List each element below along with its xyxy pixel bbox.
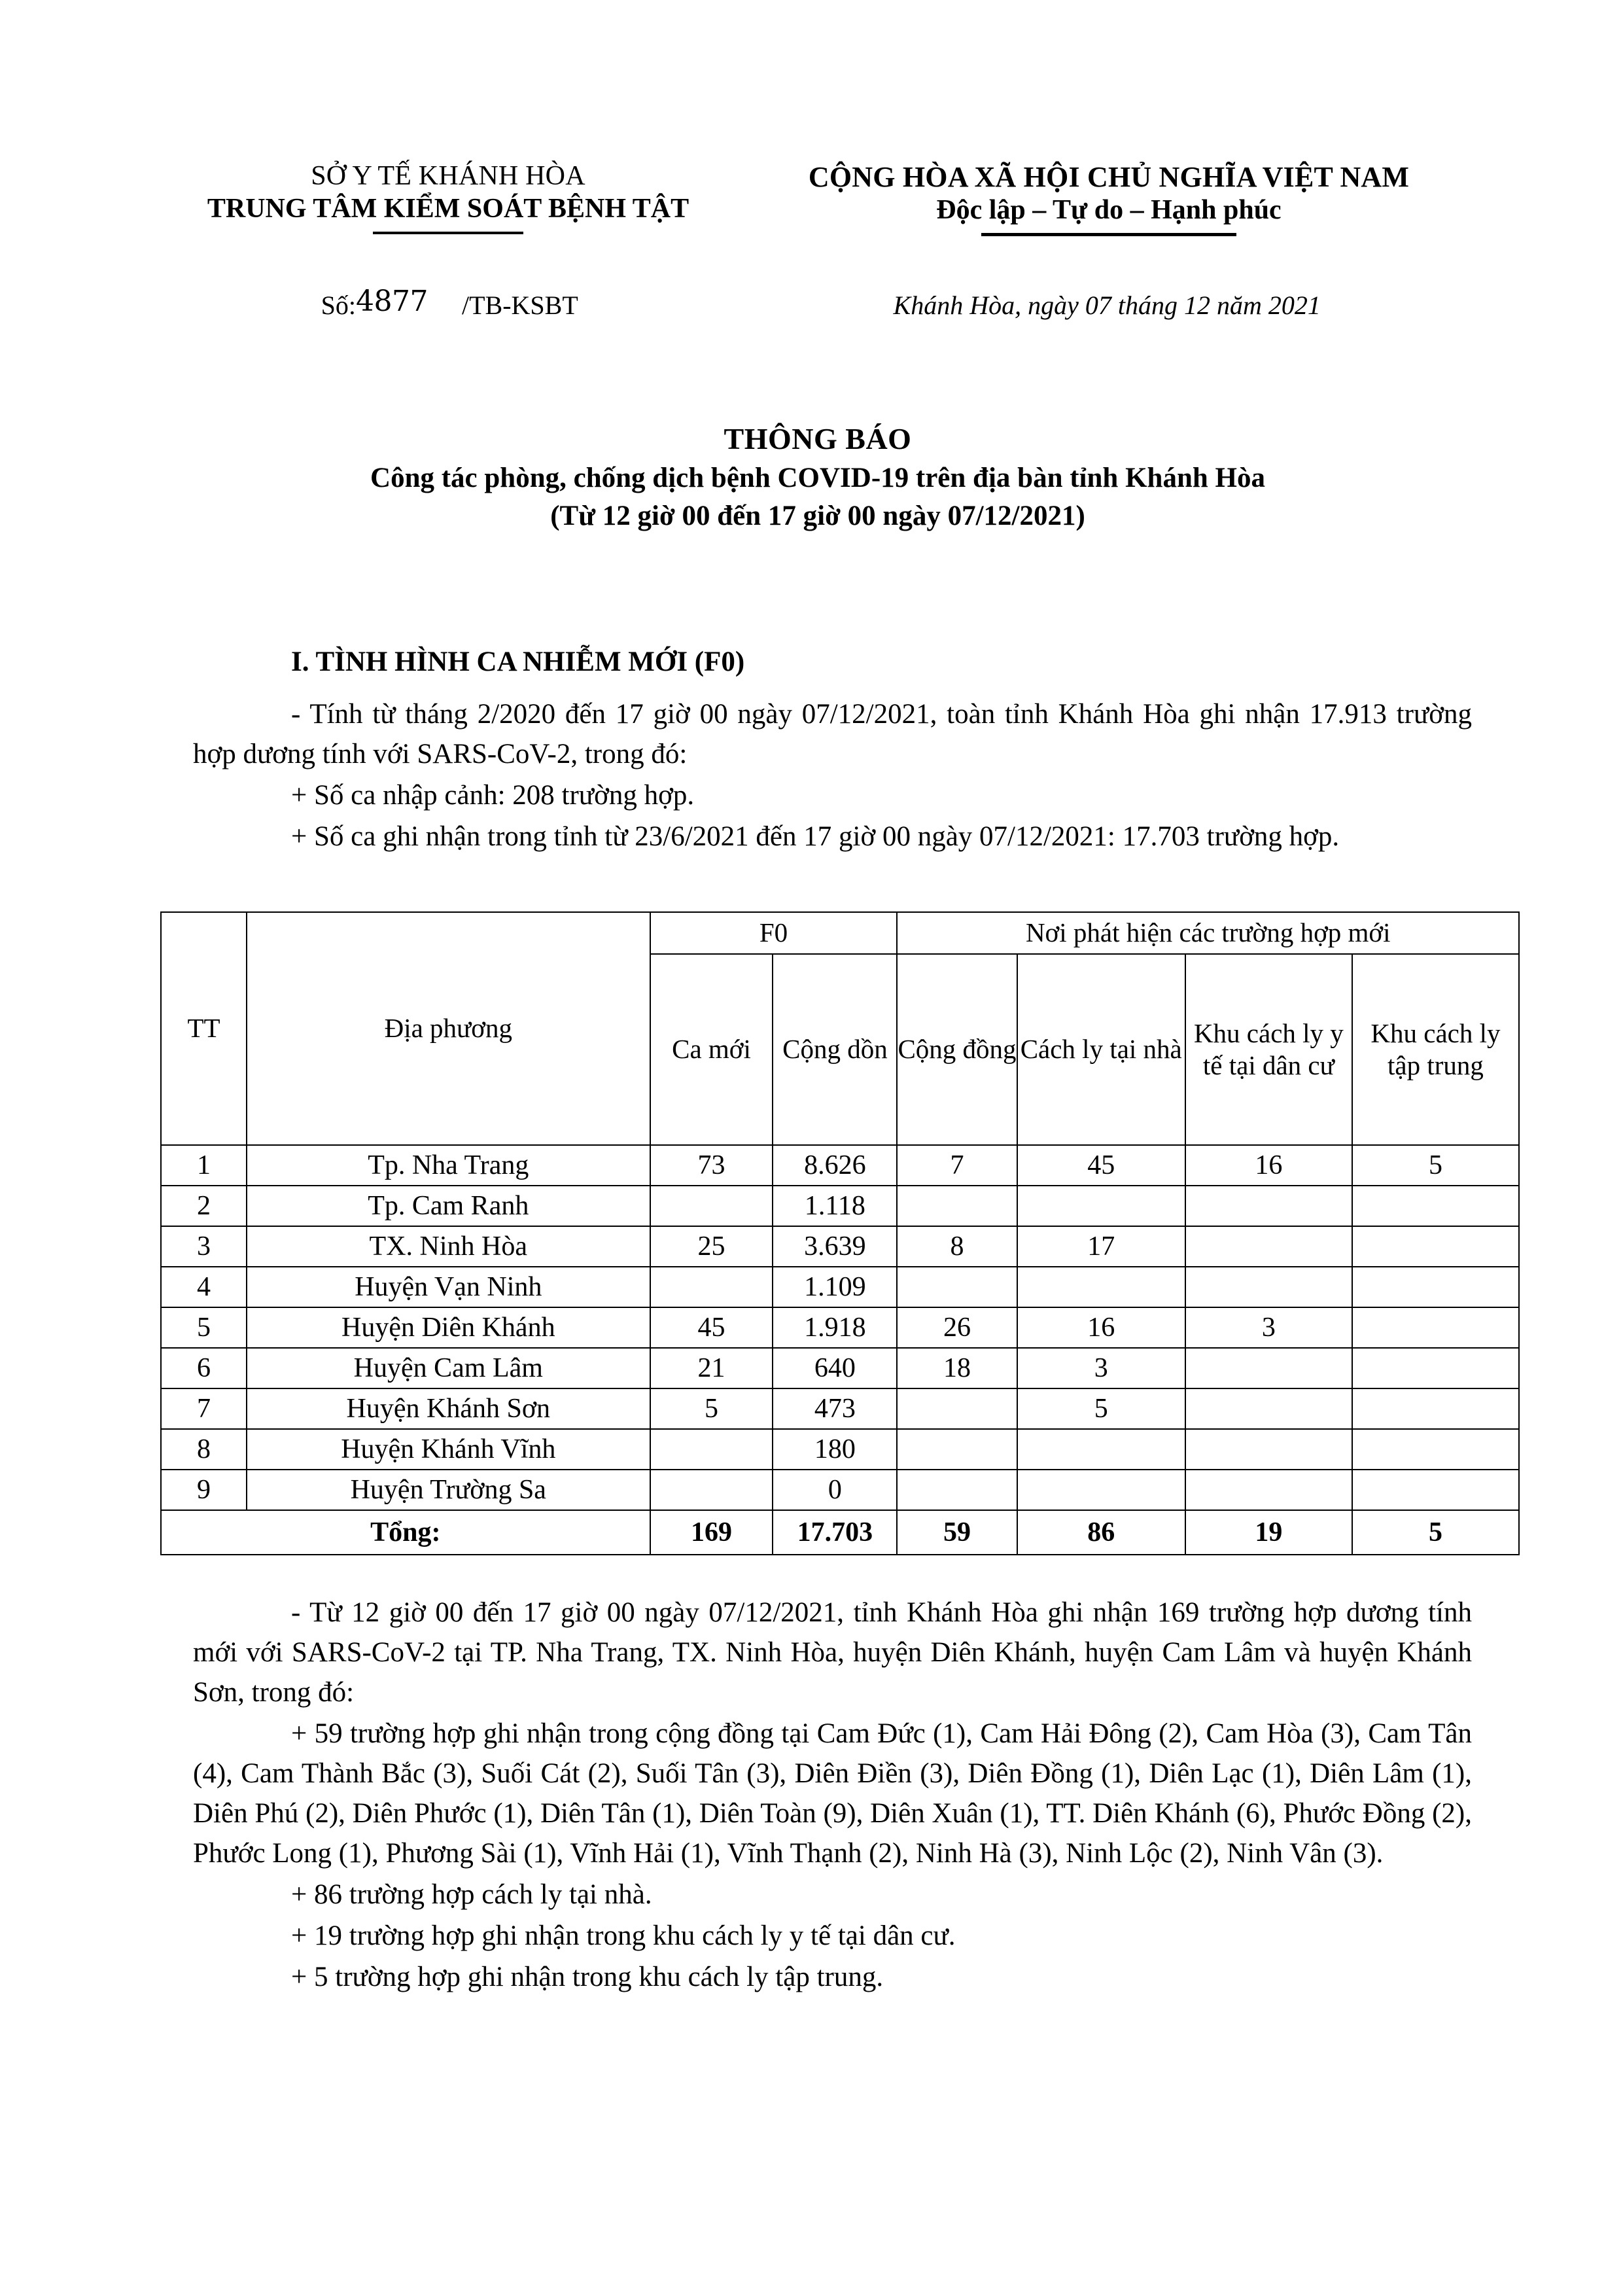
cell-place: Huyện Vạn Ninh [247, 1267, 650, 1307]
cell-ca-moi: 25 [650, 1226, 773, 1267]
table-group-header-row [161, 912, 1519, 954]
cell-cong-dong: 26 [897, 1307, 1017, 1348]
cell-tt: 7 [161, 1388, 247, 1429]
cell-cach-ly-tai-nha: 17 [1017, 1226, 1185, 1267]
header-cach-ly-tai-nha: Cách ly tại nhà [1017, 954, 1185, 1145]
table-row [161, 1226, 1519, 1267]
cell-cong-don: 640 [773, 1348, 897, 1388]
section-1-heading: I. TÌNH HÌNH CA NHIỄM MỚI (F0) [291, 646, 745, 677]
cell-place: Huyện Khánh Vĩnh [247, 1429, 650, 1470]
table-row [161, 1307, 1519, 1348]
cell-cong-don: 3.639 [773, 1226, 897, 1267]
section-1-paragraph-8: + 5 trường hợp ghi nhận trong khu cách ly tập trung. [291, 1962, 884, 1993]
title-block [160, 419, 1475, 535]
cell-khu-cach-ly-tap-trung [1352, 1307, 1519, 1348]
cell-place: Huyện Diên Khánh [247, 1307, 650, 1348]
section-1-paragraph-4: - Từ 12 giờ 00 đến 17 giờ 00 ngày 07/12/2021, tỉnh Khánh Hòa ghi nhận 169 trường hợp dương tính mới với SARS-CoV-2 tại TP. Nha Trang, TX. Ninh Hòa, huyện Diên Khánh, huyện Cam Lâm và huyện Khánh Sơn, trong đó: [193, 1597, 1472, 1708]
cell-cong-dong: 18 [897, 1348, 1017, 1388]
table-row [161, 1388, 1519, 1429]
cell-cach-ly-tai-nha: 16 [1017, 1307, 1185, 1348]
cell-cong-dong [897, 1470, 1017, 1510]
case-statistics-table [160, 911, 1520, 1555]
section-1-details [193, 1593, 1472, 1998]
cell-khu-cach-ly-tap-trung [1352, 1226, 1519, 1267]
table-row [161, 1470, 1519, 1510]
cell-cach-ly-tai-nha [1017, 1470, 1185, 1510]
total-cong-don: 17.703 [773, 1510, 897, 1555]
section-1-paragraph-1: - Tính từ tháng 2/2020 đến 17 giờ 00 ngày 07/12/2021, toàn tỉnh Khánh Hòa ghi nhận 17.913 trường hợp dương tính với SARS-CoV-2, trong đó: [193, 698, 1472, 769]
table-row [161, 1145, 1519, 1186]
table-total-row [161, 1510, 1519, 1555]
cell-khu-cach-ly-y-te: 16 [1185, 1145, 1352, 1186]
cell-place: Huyện Cam Lâm [247, 1348, 650, 1388]
section-1-paragraph-6: + 86 trường hợp cách ly tại nhà. [291, 1879, 652, 1911]
document-subject-line-1: Công tác phòng, chống dịch bệnh COVID-19 trên địa bàn tỉnh Khánh Hòa [370, 463, 1265, 494]
center-name: TRUNG TÂM KIỂM SOÁT BỆNH TẬT [207, 193, 689, 224]
section-1-paragraph-5: + 59 trường hợp ghi nhận trong cộng đồng tại Cam Đức (1), Cam Hải Đông (2), Cam Hòa (3), Cam Tân (4), Cam Thành Bắc (3), Suối Cát (2), Suối Tân (3), Diên Điền (3), Diên Đồng (1), Diên Lạc (1), Diên Lâm (1), Diên Phú (2), Diên Phước (1), Diên Tân (1), Diên Toàn (9), Diên Xuân (1), TT. Diên Khánh (6), Phước Đồng (2), Phước Long (1), Phương Sài (1), Vĩnh Hải (1), Vĩnh Thạnh (2), Ninh Hà (3), Ninh Lộc (2), Ninh Vân (3). [193, 1718, 1472, 1869]
cell-tt: 1 [161, 1145, 247, 1186]
case-statistics-table-wrapper [160, 911, 1520, 1555]
cell-place: Huyện Khánh Sơn [247, 1388, 650, 1429]
cell-khu-cach-ly-y-te [1185, 1267, 1352, 1307]
cell-cong-don: 8.626 [773, 1145, 897, 1186]
document-number-suffix: /TB-KSBT [461, 291, 578, 320]
header-cong-don: Cộng dồn [773, 954, 897, 1145]
total-cach-ly-tai-nha: 86 [1017, 1510, 1185, 1555]
cell-khu-cach-ly-tap-trung [1352, 1348, 1519, 1388]
document-number-label: Số: [321, 291, 356, 320]
agency-underline [373, 232, 523, 234]
total-ca-moi: 169 [650, 1510, 773, 1555]
cell-ca-moi: 73 [650, 1145, 773, 1186]
cell-cong-don: 0 [773, 1470, 897, 1510]
cell-ca-moi [650, 1267, 773, 1307]
cell-ca-moi [650, 1429, 773, 1470]
place-and-date: Khánh Hòa, ngày 07 tháng 12 năm 2021 [893, 291, 1321, 320]
document-number [160, 285, 739, 321]
cell-cong-don: 1.109 [773, 1267, 897, 1307]
cell-cong-don: 1.918 [773, 1307, 897, 1348]
motto-underline [981, 233, 1236, 236]
total-label: Tổng: [161, 1510, 650, 1555]
document-type-title: THÔNG BÁO [724, 422, 912, 455]
header-ca-moi: Ca mới [650, 954, 773, 1145]
cell-cong-dong [897, 1267, 1017, 1307]
total-khu-cach-ly-tap-trung: 5 [1352, 1510, 1519, 1555]
cell-place: Tp. Nha Trang [247, 1145, 650, 1186]
cell-khu-cach-ly-y-te [1185, 1470, 1352, 1510]
cell-khu-cach-ly-y-te [1185, 1186, 1352, 1226]
header-khu-cach-ly-y-te: Khu cách ly y tế tại dân cư [1185, 954, 1352, 1145]
cell-tt: 8 [161, 1429, 247, 1470]
cell-tt: 2 [161, 1186, 247, 1226]
cell-cach-ly-tai-nha: 3 [1017, 1348, 1185, 1388]
cell-cong-don: 180 [773, 1429, 897, 1470]
total-khu-cach-ly-y-te: 19 [1185, 1510, 1352, 1555]
cell-place: TX. Ninh Hòa [247, 1226, 650, 1267]
header-tt: TT [161, 912, 247, 1145]
issuing-agency-block [160, 160, 742, 234]
header-cong-dong: Cộng đồng [897, 954, 1017, 1145]
national-heading-block [742, 160, 1475, 236]
cell-cong-dong [897, 1186, 1017, 1226]
cell-tt: 3 [161, 1226, 247, 1267]
cell-cong-dong [897, 1429, 1017, 1470]
cell-cong-don: 473 [773, 1388, 897, 1429]
table-row [161, 1267, 1519, 1307]
table-row [161, 1348, 1519, 1388]
cell-cong-dong [897, 1388, 1017, 1429]
cell-tt: 6 [161, 1348, 247, 1388]
section-1-paragraph-3: + Số ca ghi nhận trong tỉnh từ 23/6/2021 đến 17 giờ 00 ngày 07/12/2021: 17.703 trường hợp. [291, 821, 1340, 852]
cell-khu-cach-ly-tap-trung [1352, 1267, 1519, 1307]
cell-cong-dong: 7 [897, 1145, 1017, 1186]
cell-khu-cach-ly-y-te: 3 [1185, 1307, 1352, 1348]
header-group-noi-phat-hien: Nơi phát hiện các trường hợp mới [897, 912, 1519, 954]
header-khu-cach-ly-tap-trung: Khu cách ly tập trung [1352, 954, 1519, 1145]
department-name: SỞ Y TẾ KHÁNH HÒA [311, 161, 585, 191]
section-1-paragraph-2: + Số ca nhập cảnh: 208 trường hợp. [291, 779, 695, 811]
header-dia-phuong: Địa phương [247, 912, 650, 1145]
cell-ca-moi: 45 [650, 1307, 773, 1348]
cell-tt: 9 [161, 1470, 247, 1510]
cell-place: Tp. Cam Ranh [247, 1186, 650, 1226]
cell-khu-cach-ly-tap-trung [1352, 1470, 1519, 1510]
cell-cach-ly-tai-nha: 45 [1017, 1145, 1185, 1186]
document-subject-line-2: (Từ 12 giờ 00 đến 17 giờ 00 ngày 07/12/2021) [550, 501, 1085, 532]
country-name: CỘNG HÒA XÃ HỘI CHỦ NGHĨA VIỆT NAM [808, 161, 1410, 193]
cell-cach-ly-tai-nha [1017, 1186, 1185, 1226]
cell-khu-cach-ly-tap-trung [1352, 1429, 1519, 1470]
cell-place: Huyện Trường Sa [247, 1470, 650, 1510]
table-row [161, 1429, 1519, 1470]
cell-khu-cach-ly-y-te [1185, 1226, 1352, 1267]
header-group-f0: F0 [650, 912, 898, 954]
document-number-value: 4877 [355, 285, 428, 318]
letterhead [160, 160, 1475, 236]
cell-cach-ly-tai-nha [1017, 1267, 1185, 1307]
cell-ca-moi [650, 1186, 773, 1226]
cell-khu-cach-ly-y-te [1185, 1429, 1352, 1470]
total-cong-dong: 59 [897, 1510, 1017, 1555]
national-motto: Độc lập – Tự do – Hạnh phúc [936, 194, 1282, 225]
cell-cach-ly-tai-nha: 5 [1017, 1388, 1185, 1429]
cell-khu-cach-ly-tap-trung: 5 [1352, 1145, 1519, 1186]
cell-khu-cach-ly-tap-trung [1352, 1186, 1519, 1226]
cell-cach-ly-tai-nha [1017, 1429, 1185, 1470]
table-row [161, 1186, 1519, 1226]
cell-ca-moi: 5 [650, 1388, 773, 1429]
cell-tt: 4 [161, 1267, 247, 1307]
cell-ca-moi: 21 [650, 1348, 773, 1388]
cell-cong-don: 1.118 [773, 1186, 897, 1226]
cell-khu-cach-ly-tap-trung [1352, 1388, 1519, 1429]
cell-khu-cach-ly-y-te [1185, 1388, 1352, 1429]
cell-cong-dong: 8 [897, 1226, 1017, 1267]
cell-khu-cach-ly-y-te [1185, 1348, 1352, 1388]
document-number-and-date-line [160, 285, 1475, 321]
cell-tt: 5 [161, 1307, 247, 1348]
section-1-intro [193, 641, 1472, 858]
cell-ca-moi [650, 1470, 773, 1510]
section-1-paragraph-7: + 19 trường hợp ghi nhận trong khu cách ly y tế tại dân cư. [291, 1920, 956, 1952]
